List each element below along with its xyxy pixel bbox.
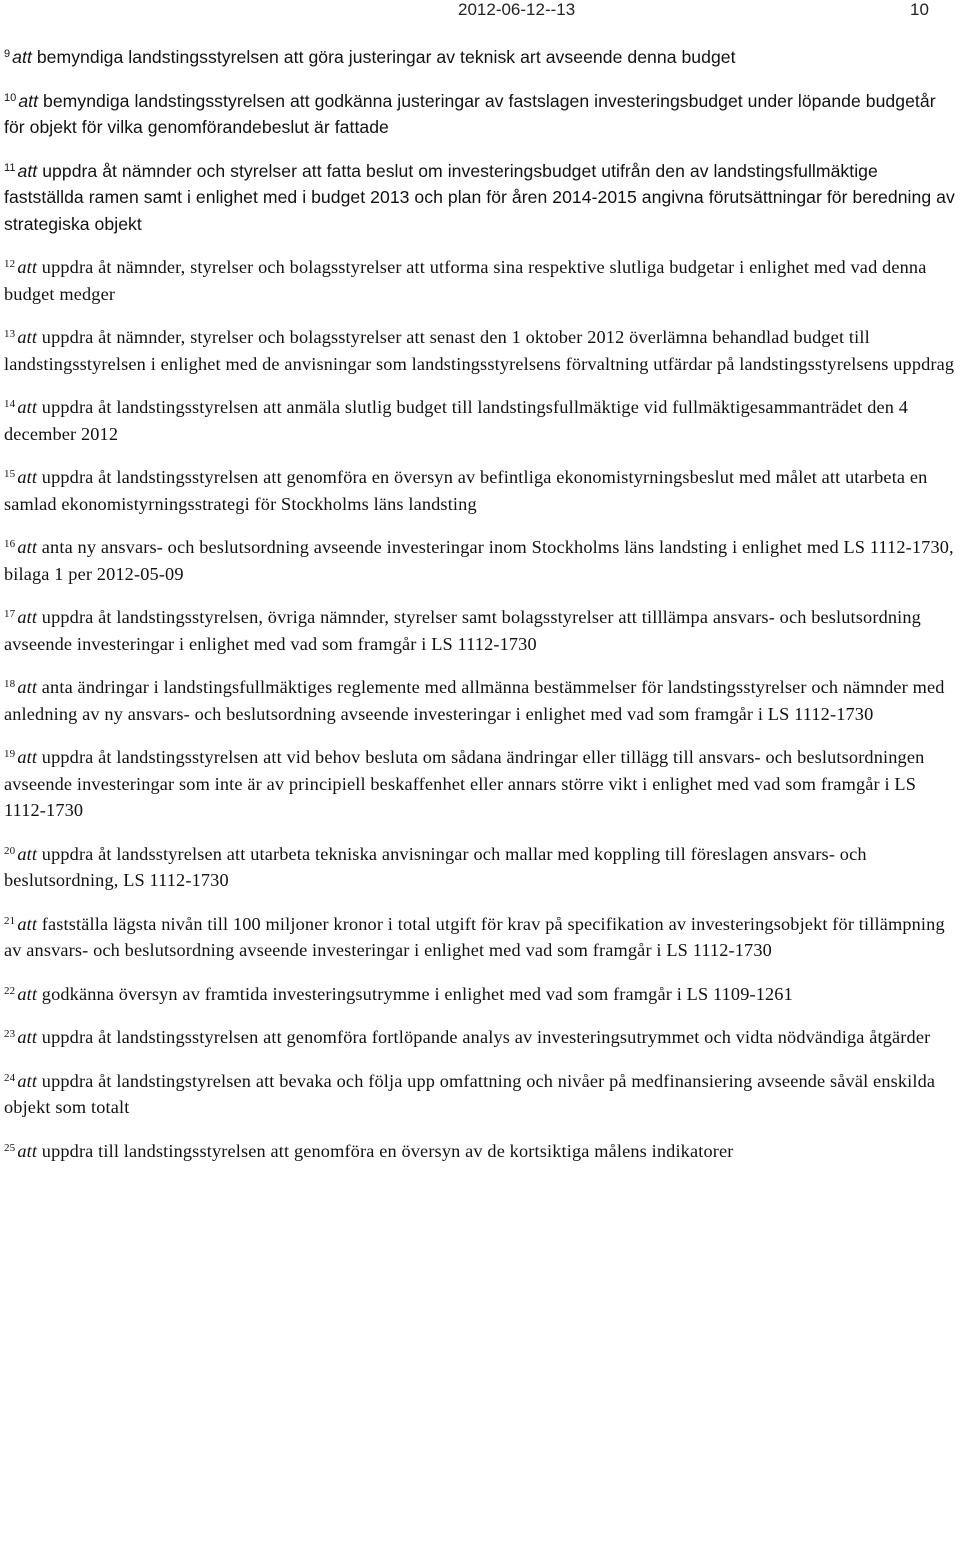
list-item bbox=[4, 394, 956, 447]
list-item bbox=[4, 88, 956, 141]
item-lead: att bbox=[17, 397, 38, 417]
list-item bbox=[4, 1138, 956, 1165]
list-item bbox=[4, 911, 956, 964]
item-text: fastställa lägsta nivån till 100 miljoner kronor i total utgift för krav på specifikation av investeringsobjekt för tillämpning av ansvars- och beslutsordning avseende investeringar i enlighet med vad som framgår i LS 1112-1730 bbox=[4, 913, 945, 960]
item-number: 13 bbox=[4, 328, 16, 340]
item-lead: att bbox=[17, 747, 38, 767]
list-item bbox=[4, 981, 956, 1008]
list-item bbox=[4, 1024, 956, 1051]
item-text: anta ny ansvars- och beslutsordning avseende investeringar inom Stockholms läns landsting i enlighet med LS 1112-1730, bilaga 1 per 2012-05-09 bbox=[4, 537, 954, 584]
item-number: 20 bbox=[4, 844, 16, 857]
item-text: uppdra åt nämnder, styrelser och bolagsstyrelser att senast den 1 oktober 2012 överlämna behandlad budget till landstingsstyrelsen i enlighet med de anvisningar som landstingsstyrelsens förvaltning utfärdar på landstingsstyrelsens uppdrag bbox=[4, 327, 955, 374]
item-number: 23 bbox=[4, 1028, 16, 1040]
item-lead: att bbox=[18, 90, 39, 111]
page-header bbox=[0, 0, 960, 26]
list-item bbox=[4, 254, 956, 307]
item-number: 12 bbox=[4, 258, 16, 270]
list-item bbox=[4, 744, 956, 824]
item-text: uppdra till landstingsstyrelsen att genomföra en översyn av de kortsiktiga målens indikatorer bbox=[37, 1140, 734, 1161]
item-number: 21 bbox=[4, 914, 16, 927]
item-text: bemyndiga landstingsstyrelsen att göra justeringar av teknisk art avseende denna budget bbox=[31, 47, 736, 67]
list-item bbox=[4, 674, 956, 727]
item-number: 18 bbox=[4, 678, 16, 690]
item-number: 19 bbox=[4, 748, 16, 760]
item-text: uppdra åt landstingsstyrelsen att anmäla slutlig budget till landstingsfullmäktige vid fullmäktigesammanträdet den 4 december 2012 bbox=[4, 397, 909, 444]
item-lead: att bbox=[17, 983, 38, 1004]
list-item bbox=[4, 841, 956, 894]
item-lead: att bbox=[17, 843, 38, 864]
item-text: godkänna översyn av framtida investeringsutrymme i enlighet med vad som framgår i LS 1109-1261 bbox=[37, 983, 793, 1004]
item-text: uppdra åt landstingsstyrelsen att vid behov besluta om sådana ändringar eller tillägg till ansvars- och beslutsordningen avseende investeringar som inte är av principiell beskaffenhet eller annars större vikt i enlighet med vad som framgår i LS 1112-1730 bbox=[4, 747, 925, 820]
list-item bbox=[4, 324, 956, 377]
item-lead: att bbox=[17, 257, 38, 277]
list-item bbox=[4, 534, 956, 587]
item-number: 24 bbox=[4, 1071, 16, 1084]
item-number: 15 bbox=[4, 468, 16, 480]
item-text: uppdra åt nämnder, styrelser och bolagsstyrelser att utforma sina respektive slutliga budgetar i enlighet med vad denna budget medger bbox=[4, 257, 927, 304]
page-number: 10 bbox=[910, 0, 929, 19]
item-number: 11 bbox=[4, 161, 16, 174]
item-lead: att bbox=[17, 1027, 38, 1047]
item-lead: att bbox=[17, 1070, 38, 1091]
item-lead: att bbox=[17, 913, 38, 934]
decision-list bbox=[4, 44, 956, 1181]
list-item bbox=[4, 604, 956, 657]
item-text: uppdra åt landstingstyrelsen att bevaka och följa upp omfattning och nivåer på medfinansiering avseende såväl enskilda objekt som totalt bbox=[4, 1070, 936, 1117]
item-lead: att bbox=[17, 537, 38, 557]
list-item bbox=[4, 44, 956, 71]
item-number: 10 bbox=[4, 91, 17, 104]
item-lead: att bbox=[17, 607, 38, 627]
item-number: 16 bbox=[4, 538, 16, 550]
item-number: 9 bbox=[4, 48, 11, 60]
list-item bbox=[4, 158, 956, 238]
item-text: uppdra åt landstingsstyrelsen, övriga nämnder, styrelser samt bolagsstyrelser att tilllämpa ansvars- och beslutsordning avseende investeringar i enlighet med vad som framgår i LS 1112-1730 bbox=[4, 607, 921, 654]
list-item bbox=[4, 1068, 956, 1121]
item-lead: att bbox=[17, 1140, 38, 1161]
item-text: uppdra åt landstingsstyrelsen att genomföra en översyn av befintliga ekonomistyrningsbeslut med målet att utarbeta en samlad ekonomistyrningsstrategi för Stockholms läns landsting bbox=[4, 467, 928, 514]
item-number: 14 bbox=[4, 398, 16, 410]
item-number: 17 bbox=[4, 608, 16, 620]
item-text: uppdra åt landstingsstyrelsen att genomföra fortlöpande analys av investeringsutrymmet och vidta nödvändiga åtgärder bbox=[37, 1027, 931, 1047]
list-item bbox=[4, 464, 956, 517]
item-lead: att bbox=[17, 677, 38, 697]
item-lead: att bbox=[17, 327, 38, 347]
item-text: bemyndiga landstingsstyrelsen att godkänna justeringar av fastslagen investeringsbudget under löpande budgetår för objekt för vilka genomförandebeslut är fattade bbox=[4, 90, 936, 137]
item-number: 25 bbox=[4, 1141, 16, 1154]
item-number: 22 bbox=[4, 984, 16, 997]
item-lead: att bbox=[12, 47, 32, 67]
item-lead: att bbox=[17, 160, 38, 181]
document-date: 2012-06-12--13 bbox=[458, 0, 576, 19]
item-text: uppdra åt landsstyrelsen att utarbeta tekniska anvisningar och mallar med koppling till föreslagen ansvars- och beslutsordning, LS 1112-1730 bbox=[4, 843, 867, 890]
item-text: uppdra åt nämnder och styrelser att fatta beslut om investeringsbudget utifrån den av landstingsfullmäktige fastställda ramen samt i enlighet med i budget 2013 och plan för åren 2014-2015 angivna förutsättningar för beredning av strategiska objekt bbox=[4, 160, 955, 234]
item-text: anta ändringar i landstingsfullmäktiges reglemente med allmänna bestämmelser för landstingsstyrelser och nämnder med anledning av ny ansvars- och beslutsordning avseende investeringar i enlighet med vad som framgår i LS 1112-1730 bbox=[4, 677, 945, 724]
item-lead: att bbox=[17, 467, 38, 487]
